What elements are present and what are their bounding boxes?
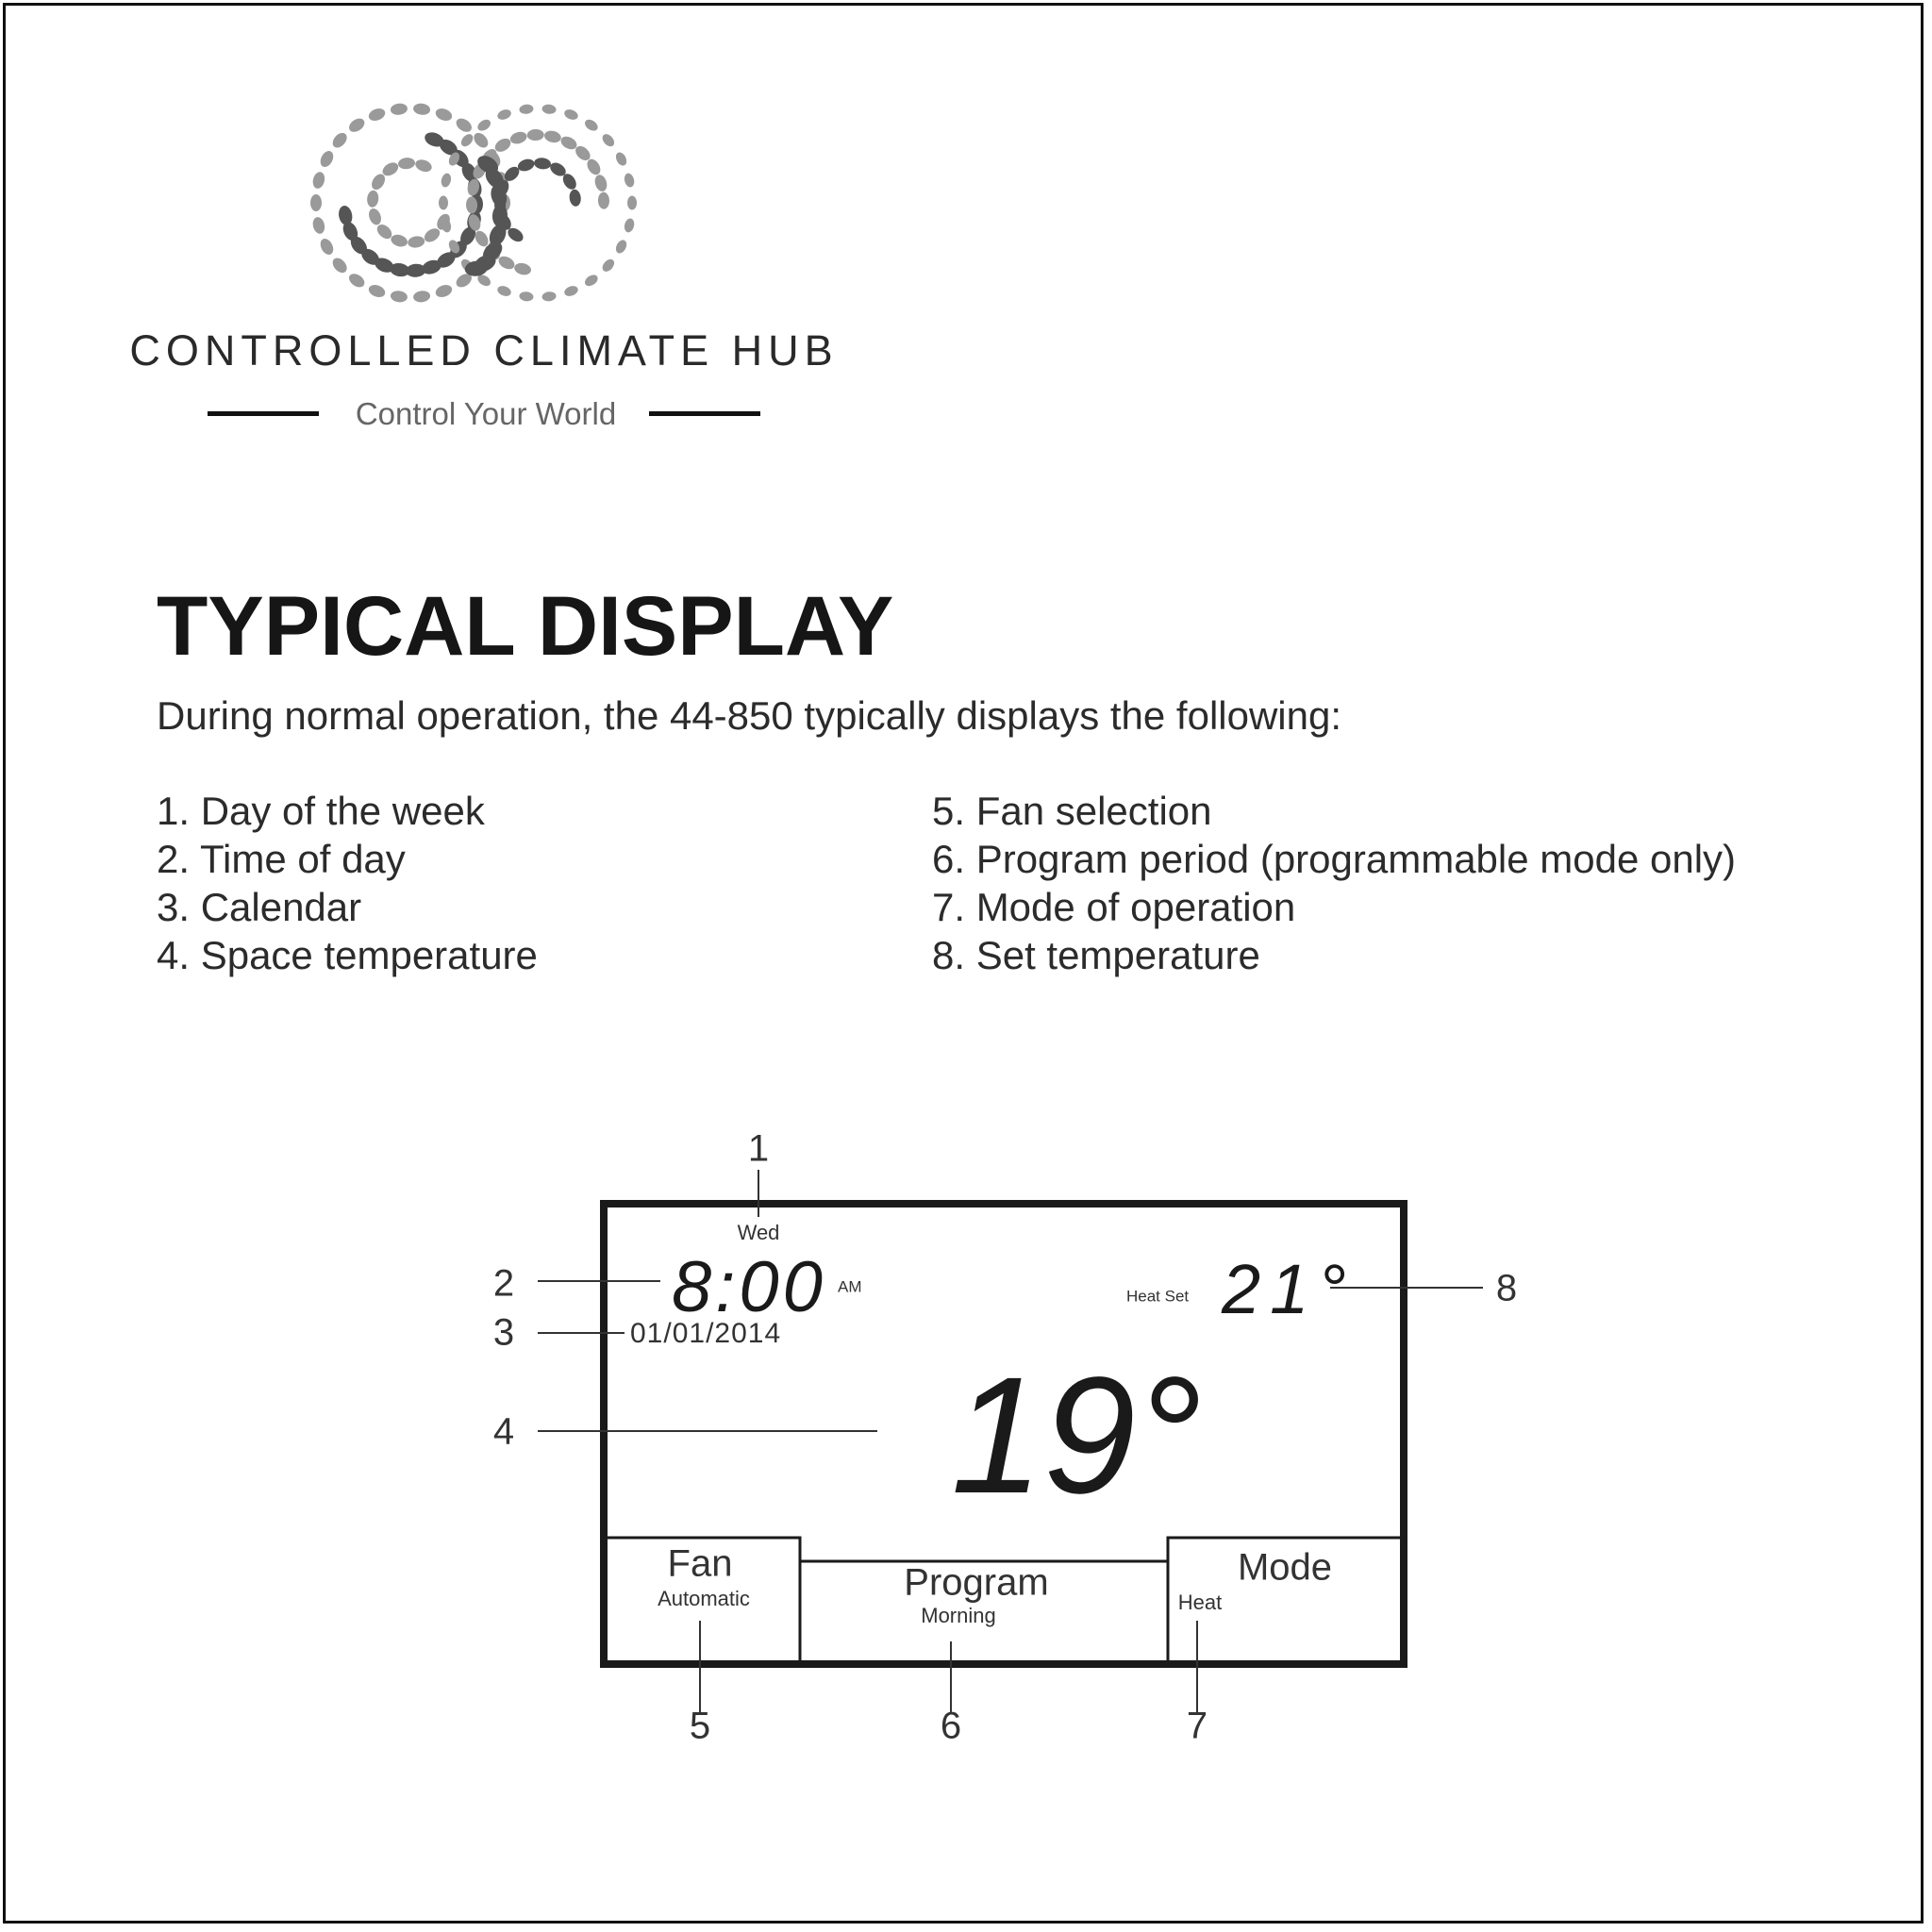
logo-dot [407, 235, 425, 249]
logo-dot [413, 158, 433, 175]
callout-1: 1 [747, 1127, 770, 1170]
brand-tagline: Control Your World [355, 396, 617, 431]
logo-dot [614, 151, 629, 168]
callout-2: 2 [492, 1262, 515, 1305]
brand-logo [302, 99, 660, 316]
logo-dot [367, 107, 387, 124]
logo-dot [541, 104, 557, 115]
set-temp-label: Heat Set [1126, 1287, 1190, 1306]
list-item: 6. Program period (programmable mode only) [932, 837, 1737, 881]
logo-dot [583, 117, 600, 133]
logo-dot [623, 217, 635, 233]
thermostat-diagram [462, 1104, 1575, 1764]
callout-4: 4 [492, 1410, 515, 1453]
logo-dot [600, 132, 616, 149]
logo-dot [434, 283, 454, 300]
logo-dot [543, 129, 562, 144]
logo-dot [434, 107, 454, 124]
logo-dot [346, 116, 367, 135]
logo-dot [390, 233, 409, 249]
list-item: 1. Day of the week [157, 789, 485, 833]
brand-name: CONTROLLED CLIMATE HUB [129, 326, 839, 375]
logo-dot [598, 192, 610, 208]
logo-dot [311, 216, 326, 235]
list-item: 2. Time of day [157, 837, 406, 881]
time-of-day: 8:00 [672, 1247, 826, 1327]
am-pm: AM [838, 1277, 862, 1296]
callout-8: 8 [1495, 1267, 1518, 1309]
logo-dot [366, 190, 379, 208]
logo-dot [397, 157, 415, 170]
logo-dot [627, 196, 637, 210]
list-item: 3. Calendar [157, 885, 362, 929]
feature-list-right [932, 787, 1736, 979]
logo-dot [330, 256, 350, 275]
logo-dot [454, 116, 475, 135]
program-label: Program [904, 1561, 1049, 1604]
logo-dot [527, 129, 544, 142]
fan-value: Automatic [658, 1586, 750, 1610]
logo-dot [471, 130, 491, 150]
fan-label: Fan [667, 1542, 733, 1585]
logo-dot [623, 173, 635, 189]
logo-dot [516, 158, 536, 174]
page-subtitle: During normal operation, the 44-850 typically displays the following: [157, 693, 1342, 738]
set-temperature: 21° [1222, 1250, 1356, 1328]
calendar-date: 01/01/2014 [630, 1317, 782, 1349]
logo-dot [412, 103, 430, 116]
callout-6: 6 [940, 1705, 962, 1747]
tagline-rule-left [208, 411, 319, 416]
mode-value: Heat [1177, 1590, 1223, 1614]
list-item: 7. Mode of operation [932, 885, 1296, 929]
tagline-rule-right [649, 411, 760, 416]
callout-3: 3 [492, 1311, 515, 1354]
logo-dot [541, 291, 557, 302]
list-item: 5. Fan selection [932, 789, 1212, 833]
feature-list-left [157, 787, 538, 979]
logo-dot [513, 261, 532, 276]
logo-dot [318, 149, 336, 170]
logo-dot [614, 239, 629, 256]
logo-dot [496, 108, 513, 122]
callout-5: 5 [689, 1705, 711, 1747]
logo-dot [563, 284, 580, 298]
logo-dot [519, 104, 534, 115]
logo-dot [519, 291, 534, 302]
logo-dot [600, 257, 616, 274]
logo-dot [508, 130, 528, 146]
logo-dot [563, 108, 580, 122]
callout-7: 7 [1186, 1705, 1208, 1747]
logo-dot [583, 273, 600, 289]
logo-dot [311, 171, 326, 190]
logo-dot [439, 196, 448, 210]
program-value: Morning [921, 1603, 996, 1627]
logo-dot [318, 237, 336, 258]
list-item: 8. Set temperature [932, 933, 1260, 977]
logo-dot [330, 130, 350, 150]
logo-dot [390, 103, 408, 116]
logo-dot [390, 290, 408, 303]
list-item: 4. Space temperature [157, 933, 538, 977]
mode-label: Mode [1237, 1546, 1333, 1589]
day-of-week: Wed [737, 1220, 780, 1244]
logo-dot [310, 194, 322, 211]
logo-dot [475, 117, 492, 133]
page-title: TYPICAL DISPLAY [157, 578, 894, 673]
logo-dot [367, 283, 387, 300]
logo-dot [458, 132, 475, 149]
logo-dot [496, 284, 513, 298]
logo-dot [412, 290, 430, 303]
logo-dot [440, 173, 452, 189]
logo-dot [533, 157, 551, 170]
space-temperature: 19° [951, 1343, 1203, 1528]
logo-dot [346, 271, 367, 290]
logo-dot [569, 189, 582, 207]
logo-dot [593, 174, 609, 193]
logo-dot [367, 207, 384, 226]
